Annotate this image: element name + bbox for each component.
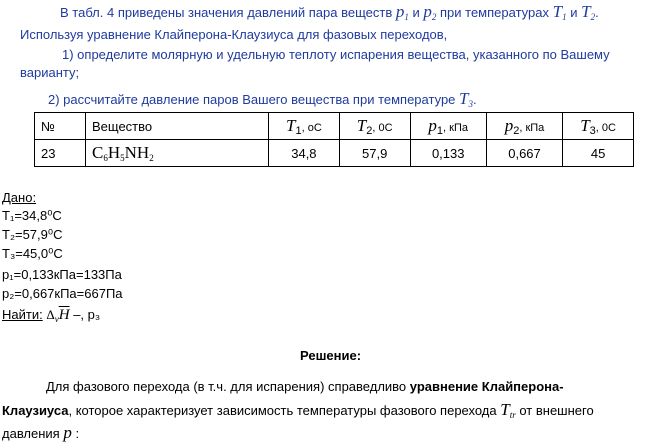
row-formula: $C_6H_5NH_2$: [86, 140, 269, 167]
task-line-3: 1) определите молярную и удельную теплоту испарения вещества, указанного по Вашему: [62, 47, 610, 62]
given-t3: T₃=45,0⁰C: [2, 246, 63, 261]
row-num: 23: [35, 140, 86, 167]
row-p2: 0,667: [486, 140, 562, 167]
header-num: №: [35, 113, 86, 140]
task-line-4: варианту;: [20, 65, 80, 80]
data-table: [34, 112, 634, 167]
row-p1: 0,133: [410, 140, 486, 167]
t1-symbol: $T_1$: [552, 2, 567, 22]
p-symbol: p: [63, 423, 72, 442]
given-p2: p₂=0,667кПа=667Па: [2, 286, 123, 301]
t3-symbol: $T_3$: [459, 89, 473, 109]
t2-symbol: $T_2$: [581, 2, 596, 22]
header-t1: $T_1$, oC: [269, 113, 340, 140]
given-t1: T₁=34,8⁰C: [2, 208, 62, 223]
table-row: [35, 140, 634, 167]
solution-line-2: Клаузиуса, которое характеризует зависимость температуры фазового перехода $T_{tr}$ от внешнего: [2, 400, 594, 420]
find-line: Найти: $\Delta_v\overline{H}$ –, p₃: [2, 307, 101, 324]
p1-symbol: $p_1$: [395, 2, 409, 22]
p2-symbol: $p_2$: [423, 2, 437, 22]
header-p1: $p_1$, кПа: [410, 113, 486, 140]
task-line-2: Используя уравнение Клайперона-Клаузиуса для фазовых переходов,: [20, 27, 448, 42]
task-line-1: В табл. 4 приведены значения давлений пара веществ $p_1$ и $p_2$ при температурах $T_1$ и $T_2$.: [60, 2, 599, 22]
row-t3: 45: [563, 140, 634, 167]
header-t2: $T_2$, 0C: [339, 113, 410, 140]
solution-line-1: Для фазового перехода (в т.ч. для испарения) справедливо уравнение Клайперона-: [46, 379, 564, 394]
given-p1: p₁=0,133кПа=133Па: [2, 267, 122, 282]
given-t2: T₂=57,9⁰C: [2, 227, 63, 242]
solution-line-3: давления p :: [2, 423, 80, 442]
header-substance: Вещество: [86, 113, 269, 140]
solution-title: Решение:: [300, 348, 362, 363]
task-line-5: 2) рассчитайте давление паров Вашего вещества при температуре $T_3$.: [48, 89, 477, 109]
ttr-symbol: $T_{tr}$: [500, 400, 516, 420]
row-t1: 34,8: [269, 140, 340, 167]
given-label: Дано:: [2, 190, 37, 205]
header-t3: $T_3$, 0C: [563, 113, 634, 140]
header-p2: $p_2$, кПа: [486, 113, 562, 140]
table-header-row: [35, 113, 634, 140]
row-t2: 57,9: [339, 140, 410, 167]
